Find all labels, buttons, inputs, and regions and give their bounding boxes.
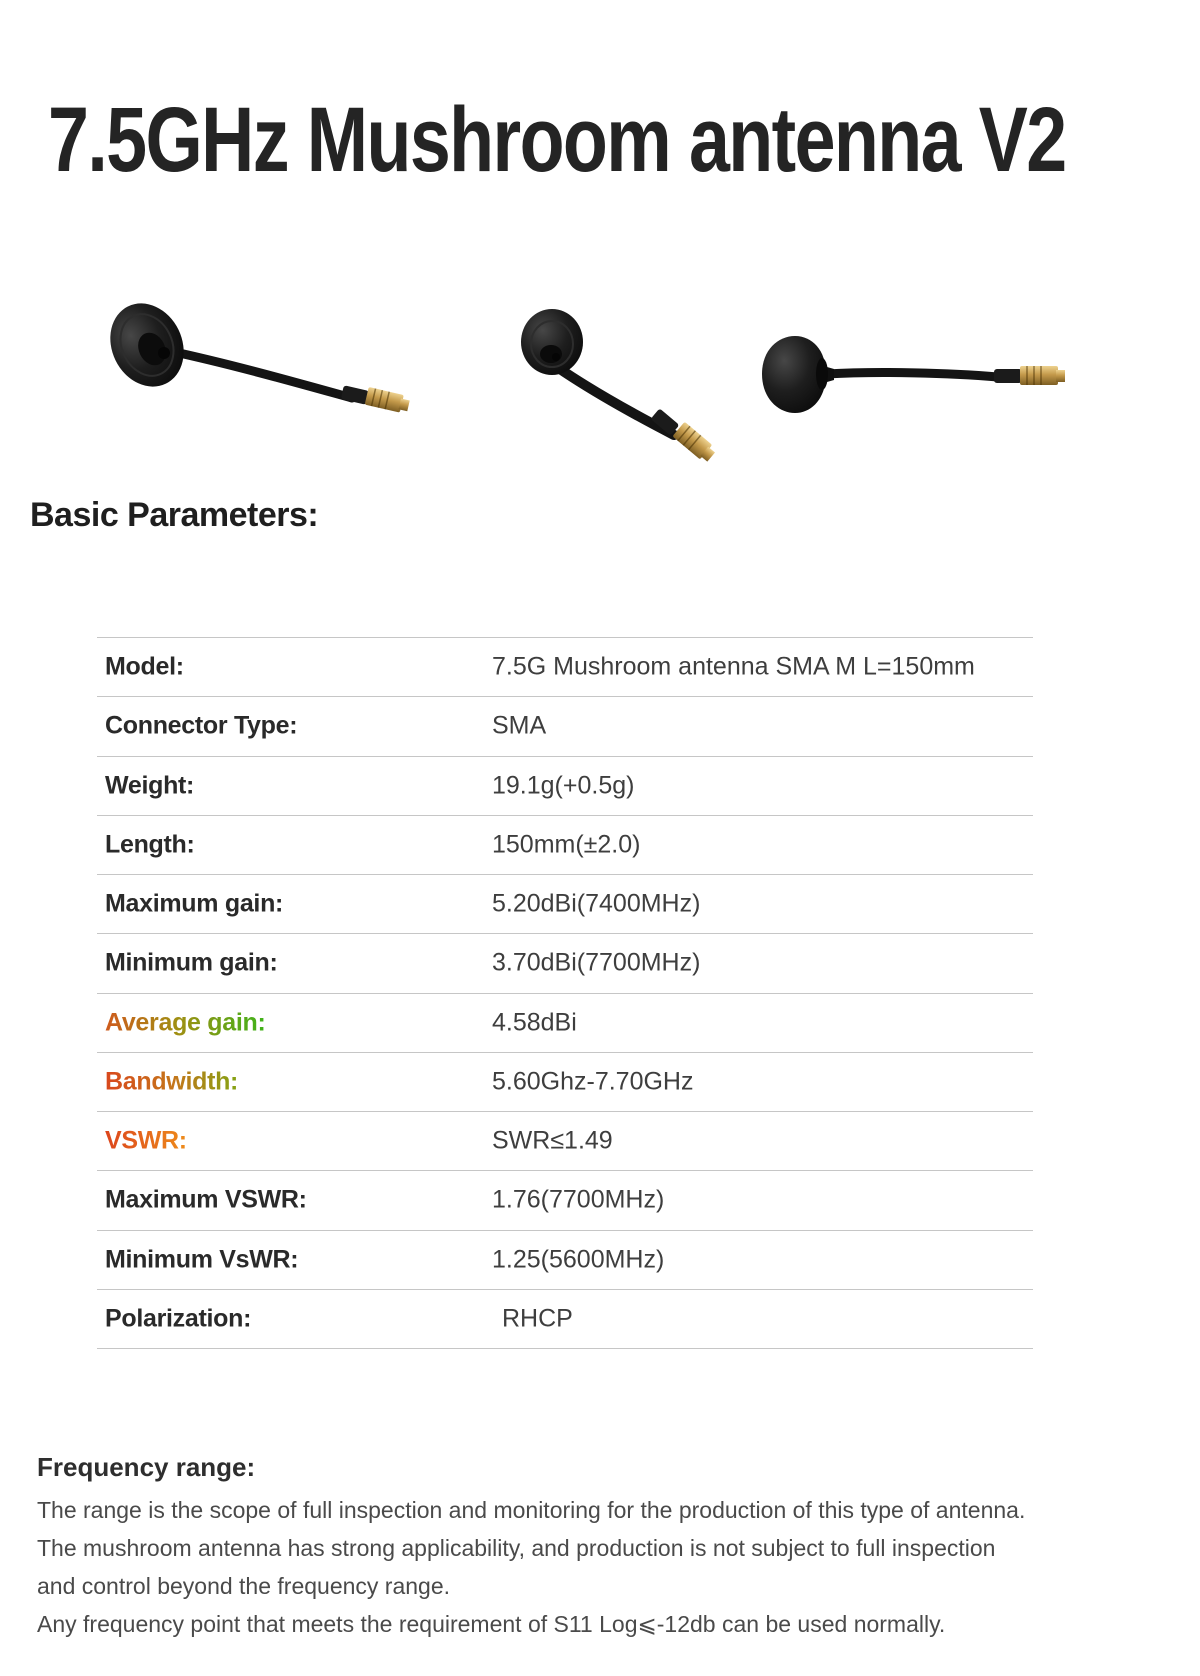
parameters-table bbox=[97, 637, 1033, 1349]
param-label: Minimum VsWR: bbox=[105, 1245, 299, 1274]
param-value: RHCP bbox=[502, 1304, 573, 1333]
param-label: Polarization: bbox=[105, 1304, 252, 1333]
param-label: Length: bbox=[105, 830, 195, 859]
param-row-length bbox=[97, 815, 1033, 874]
param-value: 5.60Ghz-7.70GHz bbox=[492, 1067, 694, 1096]
frequency-range-heading: Frequency range: bbox=[37, 1452, 256, 1482]
param-label: Maximum gain: bbox=[105, 889, 284, 918]
antenna-photo-left bbox=[97, 291, 411, 414]
param-row-maximum-gain bbox=[97, 874, 1033, 933]
param-value: 1.76(7700MHz) bbox=[492, 1185, 665, 1214]
page-title: 7.5GHz Mushroom antenna V2 bbox=[48, 89, 1066, 191]
param-row-average-gain bbox=[97, 993, 1033, 1052]
param-label: Weight: bbox=[105, 771, 195, 800]
param-value: 150mm(±2.0) bbox=[492, 830, 641, 859]
antenna-photo-middle bbox=[521, 309, 718, 464]
param-label: VSWR: bbox=[105, 1126, 187, 1155]
param-value: 19.1g(+0.5g) bbox=[492, 771, 635, 800]
param-value: 5.20dBi(7400MHz) bbox=[492, 889, 701, 918]
param-row-maximum-vswr bbox=[97, 1170, 1033, 1229]
param-row-model bbox=[97, 637, 1033, 696]
basic-parameters-heading: Basic Parameters: bbox=[30, 496, 319, 534]
param-value: SMA bbox=[492, 711, 547, 740]
param-label: Bandwidth: bbox=[105, 1067, 239, 1096]
param-value: SWR≤1.49 bbox=[492, 1126, 613, 1155]
frequency-range-text-line: Any frequency point that meets the requirement of S11 Log⩽-12db can be used normally. bbox=[37, 1611, 946, 1637]
frequency-range-text-line: The range is the scope of full inspection and monitoring for the production of this type of antenna. bbox=[37, 1497, 1026, 1523]
frequency-range-text-line: and control beyond the frequency range. bbox=[37, 1573, 451, 1599]
param-label: Average gain: bbox=[105, 1008, 266, 1037]
param-row-minimum-gain bbox=[97, 933, 1033, 992]
param-row-vswr bbox=[97, 1111, 1033, 1170]
param-label: Model: bbox=[105, 652, 184, 681]
antenna-photos-illustration bbox=[0, 265, 1200, 495]
param-value: 3.70dBi(7700MHz) bbox=[492, 948, 701, 977]
param-row-connector-type bbox=[97, 696, 1033, 755]
antenna-photo-right bbox=[762, 336, 1065, 413]
param-value: 4.58dBi bbox=[492, 1008, 577, 1037]
param-row-minimum-vswr bbox=[97, 1230, 1033, 1289]
frequency-range-section bbox=[37, 1452, 1197, 1643]
param-label: Minimum gain: bbox=[105, 948, 278, 977]
param-row-weight bbox=[97, 756, 1033, 815]
param-row-bandwidth bbox=[97, 1052, 1033, 1111]
param-value: 7.5G Mushroom antenna SMA M L=150mm bbox=[492, 652, 975, 681]
param-row-polarization bbox=[97, 1289, 1033, 1348]
param-label: Maximum VSWR: bbox=[105, 1185, 307, 1214]
frequency-range-text-line: The mushroom antenna has strong applicability, and production is not subject to full inspection bbox=[37, 1535, 996, 1561]
param-label: Connector Type: bbox=[105, 711, 298, 740]
product-photos bbox=[0, 265, 1200, 495]
param-value: 1.25(5600MHz) bbox=[492, 1245, 665, 1274]
